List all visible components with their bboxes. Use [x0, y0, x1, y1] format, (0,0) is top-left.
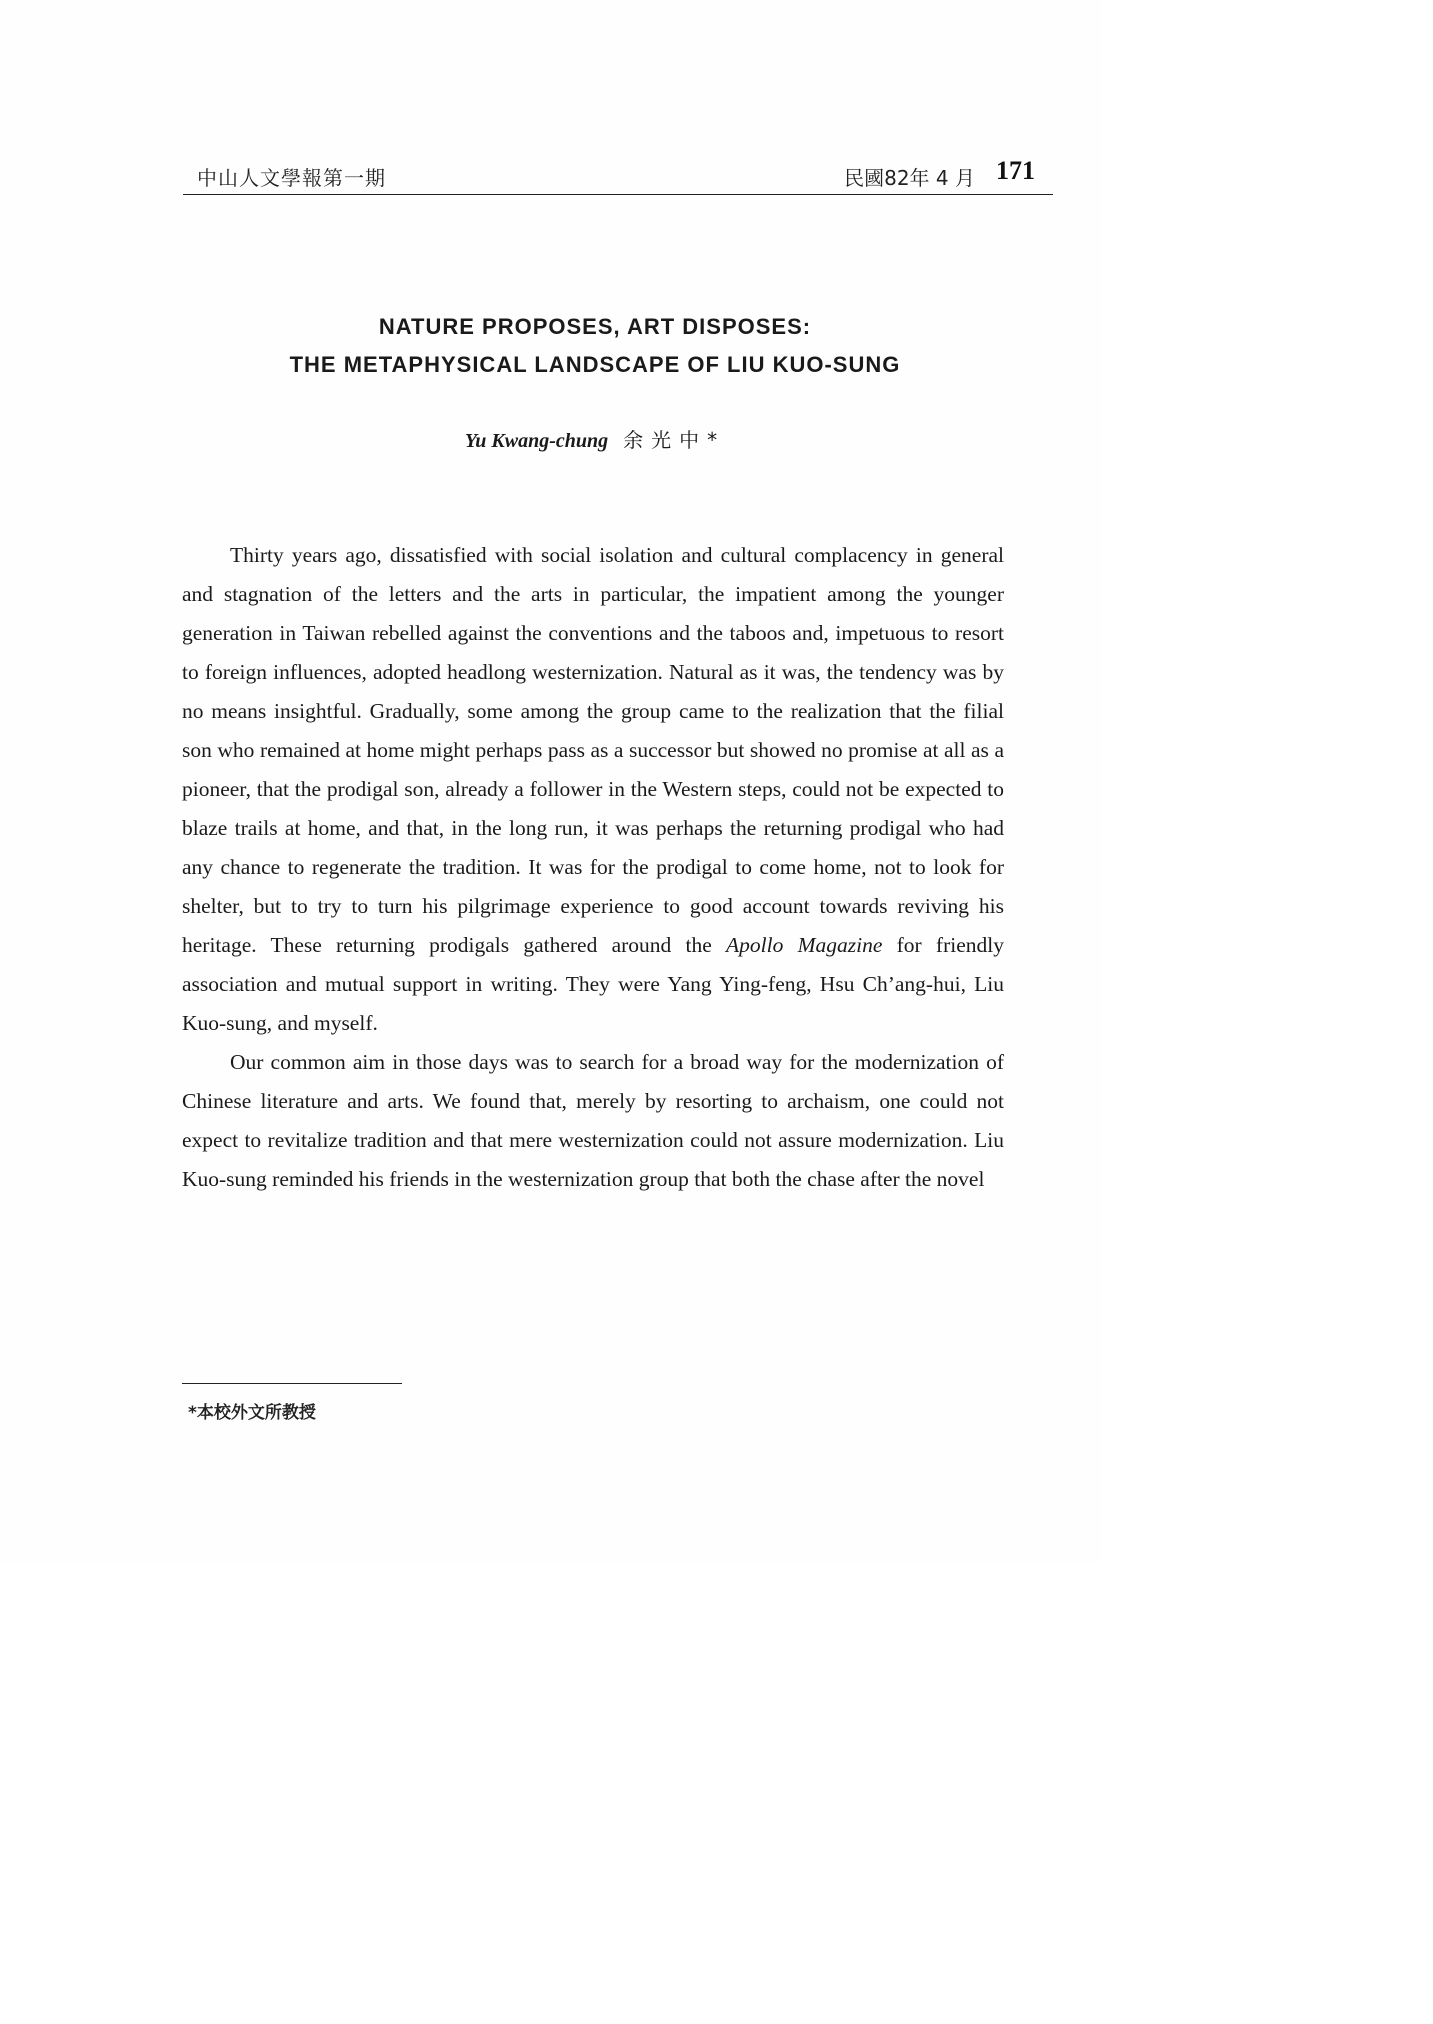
- author-byline: [160, 424, 1030, 453]
- title-line-2: THE METAPHYSICAL LANDSCAPE OF LIU KUO-SUNG: [289, 352, 901, 377]
- footnote-divider: [182, 1383, 402, 1384]
- magazine-title: Apollo Magazine: [726, 933, 883, 957]
- issue-date: 民國82年 4 月: [844, 166, 975, 190]
- paragraph-1-text-a: Thirty years ago, dissatisfied with social isolation and cultural complacency in general and stagnation of the letters and the arts in particular, the impatient among the younger generation in Taiwan rebelled against the conventions and the taboos and, impetuous to resort to foreign influences, adopted headlong westernization. Natural as it was, the tendency was by no means insightful. Gradually, some among the group came to the realization that the filial son who remained at home might perhaps pass as a successor but showed no promise at all as a pioneer, that the prodigal son, already a follower in the Western steps, could not be expected to blaze trails at home, and that, in the long run, it was perhaps the returning prodigal who had any chance to regenerate the tradition. It was for the prodigal to come home, not to look for shelter, but to try to turn his pilgrimage experience to good account towards reviving his heritage. These returning prodigals gathered around the: [182, 543, 1004, 957]
- article-body: [182, 536, 1004, 1199]
- journal-name: 中山人文學報第一期: [197, 166, 386, 190]
- paragraph-1-text-b: for friendly association and mutual support in writing. They were Yang Ying-feng, Hsu Ch’ang-hui, Liu Kuo-sung, and myself.: [182, 933, 1004, 1035]
- page-number: 171: [996, 156, 1035, 185]
- author-name-chinese: 余光中*: [623, 428, 726, 452]
- paragraph-1: [182, 536, 1004, 1043]
- article-title: [160, 308, 1030, 384]
- paragraph-2: Our common aim in those days was to search for a broad way for the modernization of Chinese literature and arts. We found that, merely by resorting to archaism, one could not expect to revitalize tradition and that mere westernization could not assure modernization. Liu Kuo-sung reminded his friends in the westernization group that both the chase after the novel: [182, 1050, 1004, 1191]
- running-header: [183, 156, 1053, 195]
- title-line-1: NATURE PROPOSES, ART DISPOSES:: [378, 314, 812, 339]
- footnote: *本校外文所教授: [188, 1403, 316, 1423]
- author-name-english: Yu Kwang-chung: [464, 430, 609, 452]
